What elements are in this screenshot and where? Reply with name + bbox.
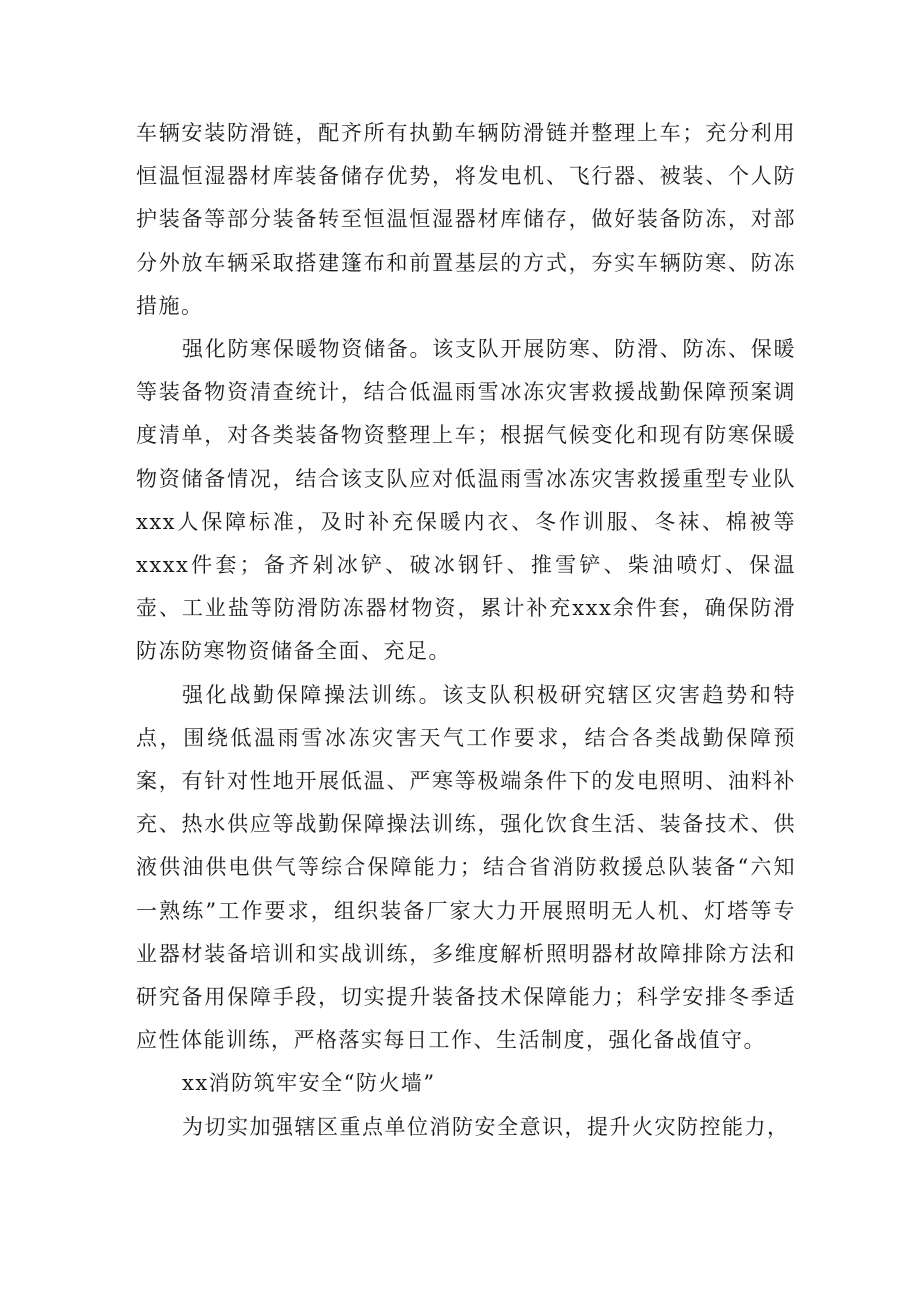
paragraph-cold-supplies: 强化防寒保暖物资储备。该支队开展防寒、防滑、防冻、保暖等装备物资清查统计，结合低温雨雪冰冻灾害救援战勤保障预案调度清单，对各类装备物资整理上车；根据气候变化和现有防寒保暖物资储备情况，结合该支队应对低温雨雪冰冻灾害救援重型专业队xxx人保障标准，及时补充保暖内衣、冬作训服、冬袜、棉被等xxxx件套；备齐剁冰铲、破冰钢钎、推雪铲、柴油喷灯、保温壶、工业盐等防滑防冻器材物资，累计补充xxx余件套，确保防滑防冻防寒物资储备全面、充足。 — [136, 337, 796, 664]
document-body — [136, 112, 796, 1149]
paragraph-fire-safety: 为切实加强辖区重点单位消防安全意识，提升火灾防控能力， — [182, 1114, 790, 1139]
section-heading: xx消防筑牢安全“防火墙” — [182, 1071, 436, 1096]
paragraph-training: 强化战勤保障操法训练。该支队积极研究辖区灾害趋势和特点，围绕低温雨雪冰冻灾害天气工作要求，结合各类战勤保障预案，有针对性地开展低温、严寒等极端条件下的发电照明、油料补充、热水供应等战勤保障操法训练，强化饮食生活、装备技术、供液供油供电供气等综合保障能力；结合省消防救援总队装备“六知一熟练”工作要求，组织装备厂家大力开展照明无人机、灯塔等专业器材装备培训和实战训练，多维度解析照明器材故障排除方法和研究备用保障手段，切实提升装备技术保障能力；科学安排冬季适应性体能训练，严格落实每日工作、生活制度，强化备战值守。 — [136, 682, 796, 1053]
paragraph-vehicle-antifreeze: 车辆安装防滑链，配齐所有执勤车辆防滑链并整理上车；充分利用恒温恒湿器材库装备储存优势，将发电机、飞行器、被装、个人防护装备等部分装备转至恒温恒湿器材库储存，做好装备防冻，对部分外放车辆采取搭建篷布和前置基层的方式，夯实车辆防寒、防冻措施。 — [136, 121, 796, 318]
